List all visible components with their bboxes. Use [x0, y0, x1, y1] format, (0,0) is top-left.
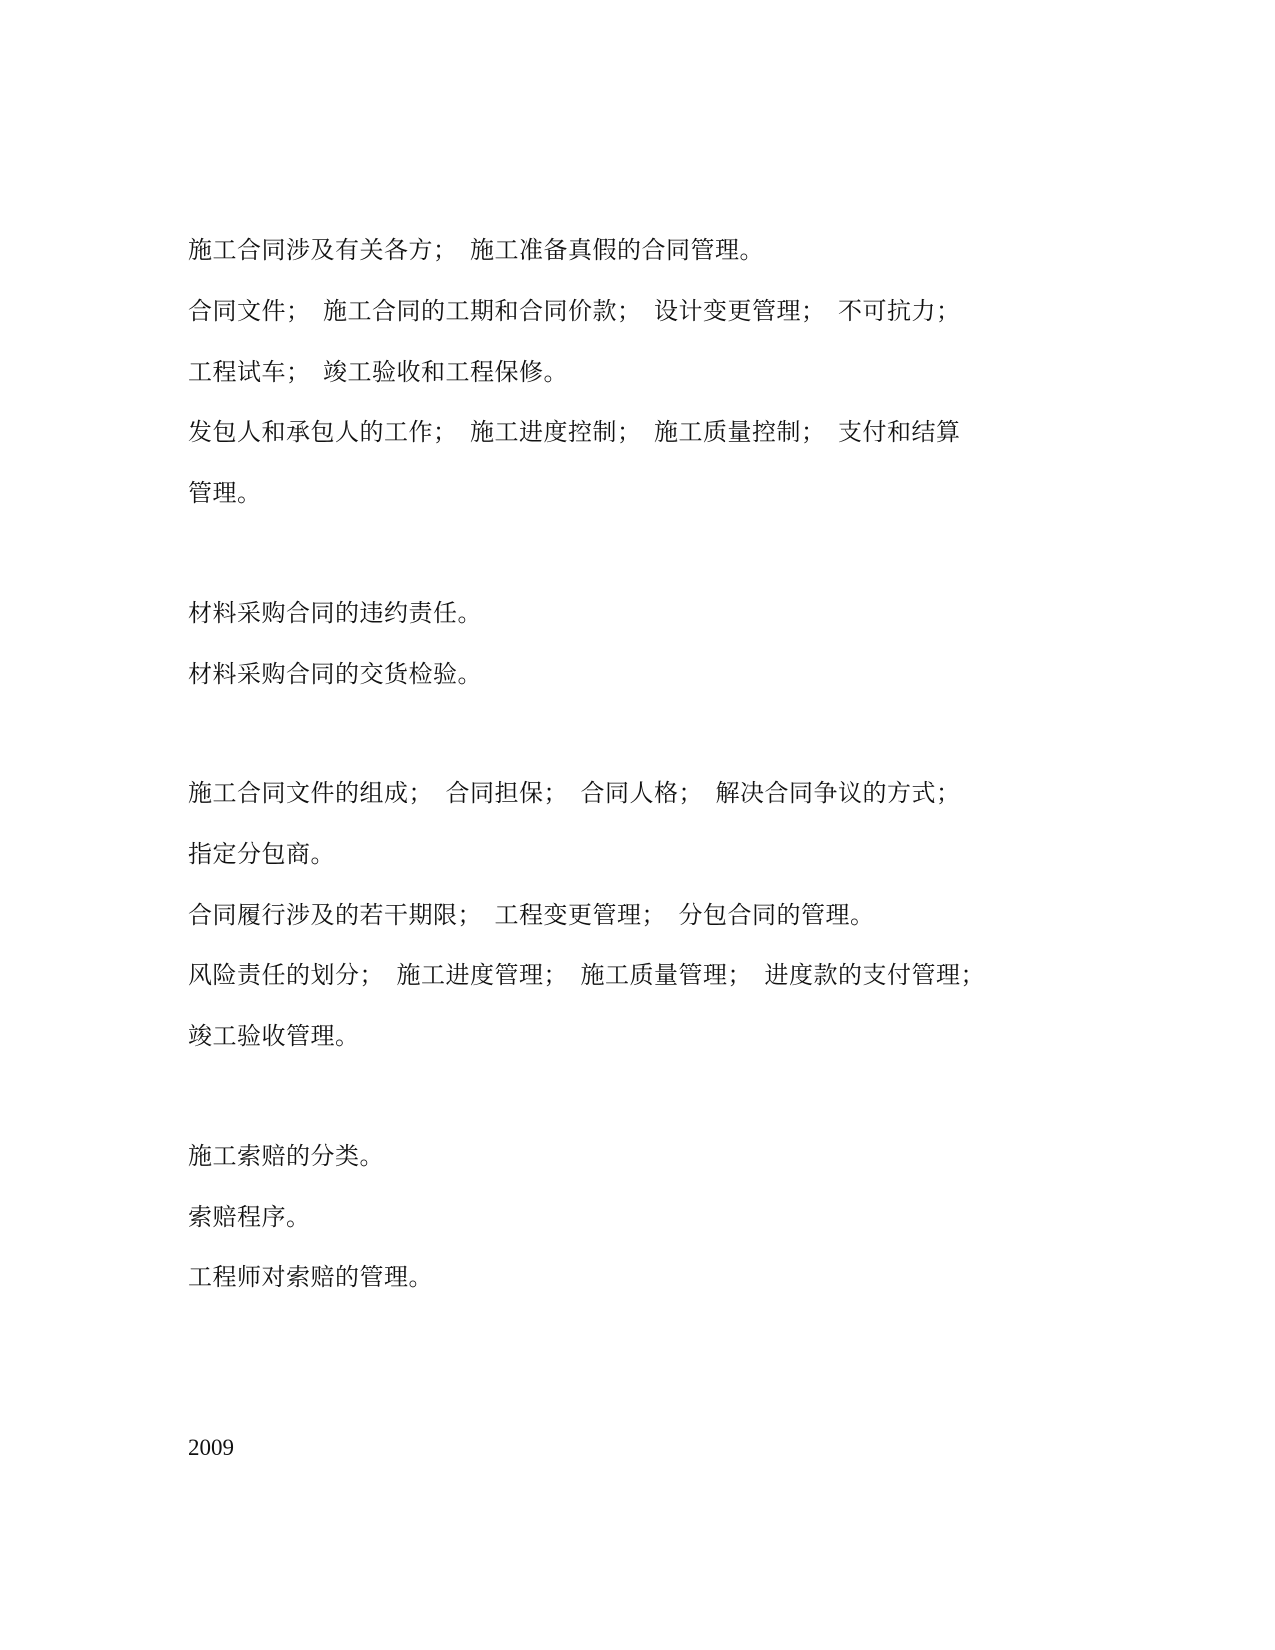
- text-line: 工程试车； 竣工验收和工程保修。: [188, 358, 568, 386]
- text-line: 工程师对索赔的管理。: [188, 1263, 433, 1291]
- text-line: 指定分包商。: [188, 840, 335, 868]
- text-line: 管理。: [188, 479, 262, 507]
- text-line: 施工合同涉及有关各方； 施工准备真假的合同管理。: [188, 236, 764, 264]
- text-line: 施工索赔的分类。: [188, 1142, 384, 1170]
- text-line: 合同履行涉及的若干期限； 工程变更管理； 分包合同的管理。: [188, 901, 875, 929]
- text-line: 合同文件； 施工合同的工期和合同价款； 设计变更管理； 不可抗力；: [188, 297, 961, 325]
- text-line: 竣工验收管理。: [188, 1022, 360, 1050]
- year-label: 2009: [188, 1435, 234, 1460]
- text-line: 索赔程序。: [188, 1203, 311, 1231]
- text-line: 材料采购合同的违约责任。: [188, 599, 482, 627]
- text-line: 材料采购合同的交货检验。: [188, 660, 482, 688]
- text-line: 发包人和承包人的工作； 施工进度控制； 施工质量控制； 支付和结算: [188, 418, 961, 446]
- text-line: 风险责任的划分； 施工进度管理； 施工质量管理； 进度款的支付管理；: [188, 961, 985, 989]
- text-line: 施工合同文件的组成； 合同担保； 合同人格； 解决合同争议的方式；: [188, 779, 961, 807]
